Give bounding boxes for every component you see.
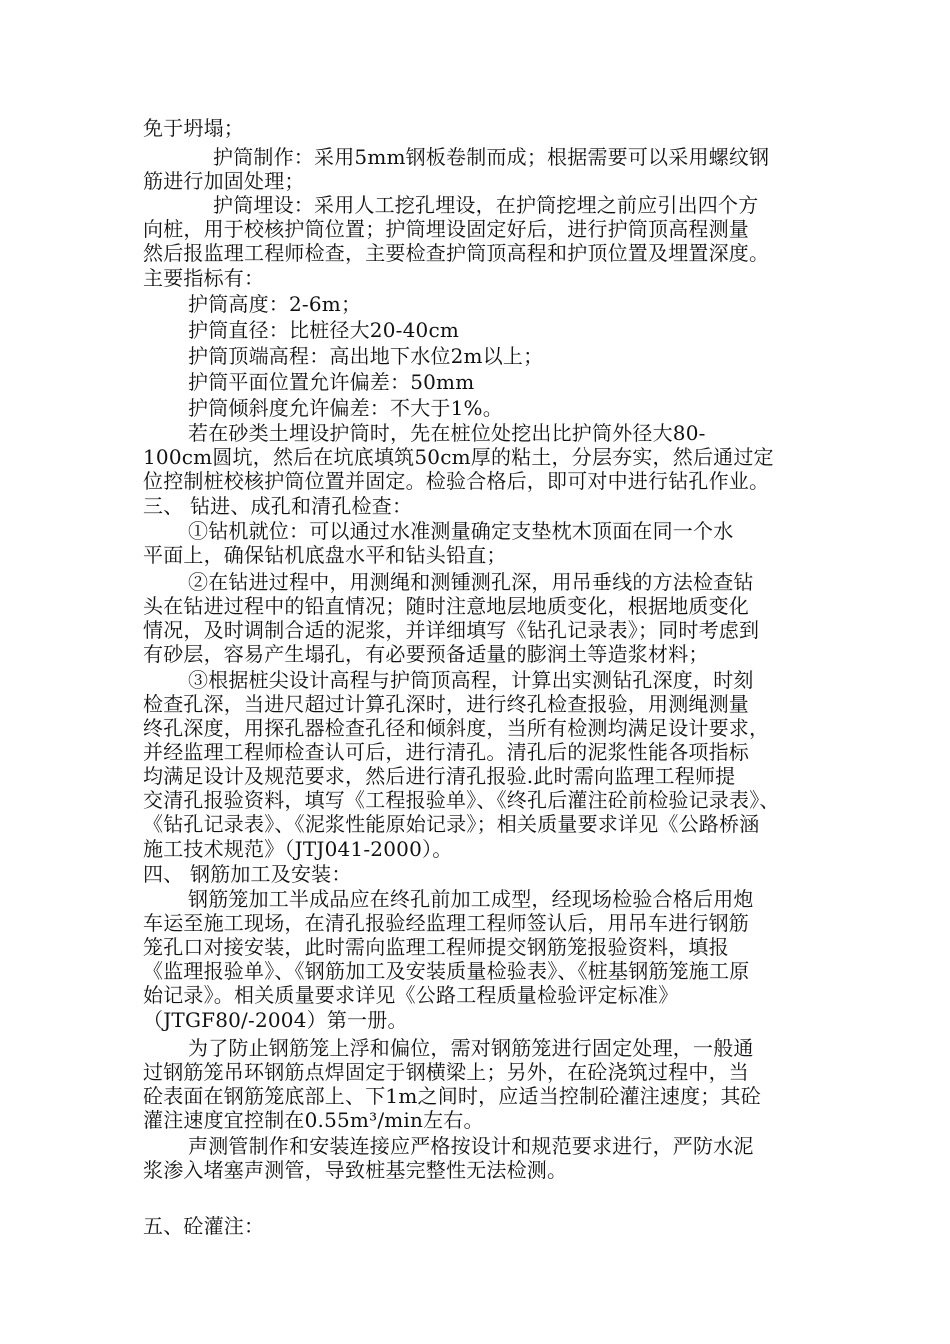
text-line: 向桩，用于校核护筒位置；护筒埋设固定好后，进行护筒顶高程测量 <box>143 217 749 241</box>
text-line: 检查孔深，当进尺超过计算孔深时，进行终孔检查报验，用测绳测量 <box>143 692 749 716</box>
text-line: 情况，及时调制合适的泥浆，并详细填写《钻孔记录表》；同时考虑到 <box>143 618 760 642</box>
text-line: 护筒平面位置允许偏差：50mm <box>188 370 475 394</box>
text-line: 终孔深度，用探孔器检查孔径和倾斜度，当所有检测均满足设计要求， <box>143 716 770 740</box>
text-line: 《钻孔记录表》、《泥浆性能原始记录》；相关质量要求详见《公路桥涵 <box>143 812 760 836</box>
text-line: 浆渗入堵塞声测管，导致桩基完整性无法检测。 <box>143 1158 568 1182</box>
text-line: 然后报监理工程师检查，主要检查护筒顶高程和护顶位置及埋置深度。 <box>143 241 770 265</box>
text-line: 护筒顶端高程：高出地下水位2m以上； <box>188 344 544 368</box>
text-line: 声测管制作和安装连接应严格按设计和规范要求进行，严防水泥 <box>188 1134 754 1158</box>
section-heading: 五、砼灌注： <box>143 1214 265 1238</box>
text-line: 《监理报验单》、《钢筋加工及安装质量检验表》、《桩基钢筋笼施工原 <box>143 959 750 983</box>
text-line: 护筒制作：采用5mm钢板卷制而成；根据需要可以采用螺纹钢 <box>213 145 770 169</box>
text-line: 始记录》。相关质量要求详见《公路工程质量检验评定标准》 <box>143 983 679 1007</box>
text-line: 护筒高度：2-6m； <box>188 292 362 316</box>
text-line: 砼表面在钢筋笼底部上、下1m之间时，应适当控制砼灌注速度；其砼 <box>143 1084 761 1108</box>
text-line: 若在砂类土埋设护筒时，先在桩位处挖出比护筒外径大80- <box>188 421 706 445</box>
text-line: 平面上，确保钻机底盘水平和钻头铅直； <box>143 543 507 567</box>
text-line: 护筒直径：比桩径大20-40cm <box>188 318 460 342</box>
text-line: 车运至施工现场，在清孔报验经监理工程师签认后，用吊车进行钢筋 <box>143 911 749 935</box>
text-line: 筋进行加固处理； <box>143 169 305 193</box>
text-line: 护筒埋设：采用人工挖孔埋设，在护筒挖埋之前应引出四个方 <box>213 193 759 217</box>
text-line: （JTGF80/-2004）第一册。 <box>143 1008 408 1032</box>
section-heading: 三、 钻进、成孔和清孔检查： <box>143 494 413 518</box>
text-line: 100cm圆坑，然后在坑底填筑50cm厚的粘土，分层夯实，然后通过定 <box>143 445 774 469</box>
text-line: 交清孔报验资料，填写《工程报验单》、《终孔后灌注砼前检验记录表》、 <box>143 788 780 812</box>
text-line: 灌注速度宜控制在0.55m³/min左右。 <box>143 1108 484 1132</box>
text-line: 有砂层，容易产生塌孔，有必要预备适量的膨润土等造浆材料； <box>143 642 709 666</box>
text-line: 为了防止钢筋笼上浮和偏位，需对钢筋笼进行固定处理，一般通 <box>188 1036 754 1060</box>
text-line: ①钻机就位：可以通过水准测量确定支垫枕木顶面在同一个水 <box>188 519 734 543</box>
text-line: 施工技术规范》（JTJ041-2000）。 <box>143 837 453 861</box>
text-line: 免于坍塌； <box>143 116 244 140</box>
text-line: 钢筋笼加工半成品应在终孔前加工成型，经现场检验合格后用炮 <box>188 887 754 911</box>
text-line: 位控制桩校核护筒位置并固定。检验合格后，即可对中进行钻孔作业。 <box>143 469 770 493</box>
text-line: 笼孔口对接安装，此时需向监理工程师提交钢筋笼报验资料，填报 <box>143 935 729 959</box>
text-line: 头在钻进过程中的铅直情况；随时注意地层地质变化，根据地质变化 <box>143 594 749 618</box>
text-line: ③根据桩尖设计高程与护筒顶高程，计算出实测钻孔深度，时刻 <box>188 668 754 692</box>
text-line: 并经监理工程师检查认可后，进行清孔。清孔后的泥浆性能各项指标 <box>143 740 749 764</box>
text-line: 均满足设计及规范要求，然后进行清孔报验.此时需向监理工程师提 <box>143 764 736 788</box>
text-line: 过钢筋笼吊环钢筋点焊固定于钢横梁上；另外，在砼浇筑过程中，当 <box>143 1060 749 1084</box>
text-line: 护筒倾斜度允许偏差：不大于1%。 <box>188 396 503 420</box>
text-line: ②在钻进过程中，用测绳和测锺测孔深，用吊垂线的方法检查钻 <box>188 570 754 594</box>
section-heading: 四、 钢筋加工及安装： <box>143 862 352 886</box>
text-line: 主要指标有： <box>143 266 265 290</box>
